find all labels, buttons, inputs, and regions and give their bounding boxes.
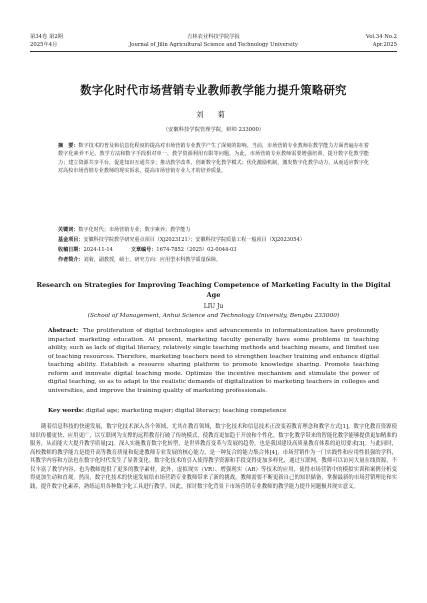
volume-issue: 第34卷 第2期 — [30, 34, 63, 40]
abstract-text-cn: 数字技术的普及和信息化程度的提高对市场营销专业教学产生了深刻的影响。当前，市场营销专业教师在教学能力方面普遍存在着数字化素养不足、教学方法和数字手段相对单一、教学资源利用有限等问题。为此，市场营销专业教师需要增强培训，提升数字化教学能力；建立资源共享平台，促进知识互通共享；推动教学改革，创新数字化教学模式；优化激励机制，激发数字化教学动力，从而适应数字化对高校市场营销专业教师的现实诉求，提高市场营销专业人才的培养质量。 — [58, 143, 369, 175]
abstract-text-en: The proliferation of digital technologies and advancements in informationization have profoundly impacted marketing education. At present, marketing faculty generally have some problems in teaching ability, such as lack of digital literacy, relatively single teaching methods and teaching means, and limited use of teaching resources. Therefore, marketing teachers need to strengthen teacher training and enhance digital teaching ability. Establish a resource sharing platform to promote knowledge sharing. Promote teaching reform and innovate digital teaching mode. Optimize the incentive mechanism and stimulate the power of digital teaching, so as to adapt to the realistic demands of digitalization to marketing teachers in colleges and universities, and improve the training quality of marketing professionals. — [48, 328, 379, 394]
fund-text: 安徽科技学院教学研究重点项目（Xj2023121）；安徽科技学院质量工程一般项目（Xj2023054） — [83, 237, 305, 243]
keywords-label-cn: 关键词： — [58, 227, 79, 233]
header-right — [366, 34, 397, 49]
received-date: 2024-11-14 — [83, 247, 113, 253]
header-center — [30, 34, 397, 49]
received-label: 收稿日期： — [58, 247, 84, 253]
author-bio — [58, 256, 387, 264]
affiliation-en: (School of Management, Anhui Science and Technology University, Bengbu 233000) — [87, 313, 340, 319]
keywords-cn — [58, 226, 387, 234]
docid-label: 文章编号： — [130, 247, 157, 253]
title-cn: 数字化时代市场营销专业教师教学能力提升策略研究 — [80, 83, 347, 97]
keywords-en — [48, 407, 387, 414]
abstract-cn — [58, 142, 369, 176]
bio-label: 作者简介： — [58, 257, 84, 263]
abstract-en — [48, 327, 379, 395]
keywords-label-en: Key words: — [48, 407, 84, 414]
author-en: LIU Ju — [203, 303, 224, 310]
issue-date: 2025年4月 — [30, 41, 58, 48]
keywords-text-cn: 数字化时代；市场营销专业；数字素养；教学能力 — [78, 227, 191, 233]
running-header — [30, 34, 397, 56]
header-rule — [30, 51, 397, 52]
body-paragraph: 随着信息科技的快速发展，数字化技术深入各个领域，尤其在教育领域，数字化技术和信息技术正改变着教育理念和教学方式[1]。数字化教育资源使知识传播更快、应用更广，以互联网为支撑的远程教育打破了传统模式，使教育更加趋于开放和个性化。数字化教学带来的智能化教学能够提供更加精准的服务，从而能大大提升教学质量[2]。深入实施教育数字化转型，是世界教育变革与发展的趋势，也是我国建设高质量教育体系的迫切要求[3]。与此同时，高校教师的教学能力是提升高等教育质量和促进教师专业发展的核心能力，是一种复合的能力集合体[4]。市场营销作为一门实践性和应用性很强的学科，其教学内容和方法也在数字化时代发生了显著变化。数字化技术的引入使得教学资源和手段变得更加多样化，通过互联网，教师可以访问大量在线资源，不仅丰富了教学内容，也为教师提供了更多的教学素材。此外，虚拟现实（VR）、增强现实（AR）等技术的应用，使得市场营销中的模拟实训和案例分析变得更加生动和直观。然而，数字化技术的快速发展给市场营销专业教师带来了新的挑战，教师需要不断更新自己的知识储备，掌握最新的市场营销理论和实践，提升数字化素养，熟练运用各种数字化工具进行教学。因此，探讨数字化背景下市场营销专业教师的教学能力提升问题极其现实意义。 — [30, 424, 397, 490]
fund-label: 基金项目： — [58, 237, 84, 243]
title-en: Research on Strategies for Improving Teaching Competence of Marketing Faculty in the Digital Age — [36, 281, 391, 299]
docid-text: 1674-7852（2025）02-0044-03 — [156, 247, 237, 253]
author-cn: 刘 菊 — [196, 110, 231, 119]
affiliation-cn: （安徽科技学院管理学院，蚌埠 233000） — [162, 127, 265, 133]
month-en: Apr.2025 — [372, 41, 397, 48]
journal-name-cn: 吉林农业科技学院学报 — [187, 34, 240, 40]
bio-text: 刘菊，副教授，硕士，研究方向：应用型本科教学质量保障。 — [83, 257, 222, 263]
received-line — [58, 246, 387, 254]
abstract-label-cn: 摘 要： — [58, 143, 79, 149]
journal-name-en: Journal of Jilin Agricultural Science and Technology University — [129, 41, 298, 48]
abstract-label-en: Abstract: — [48, 327, 79, 334]
fund-line — [58, 236, 387, 244]
keywords-text-en: digital age; marketing major; digital literacy; teaching competence — [85, 408, 287, 414]
volume-issue-en: Vol.34 No.2 — [365, 34, 397, 40]
